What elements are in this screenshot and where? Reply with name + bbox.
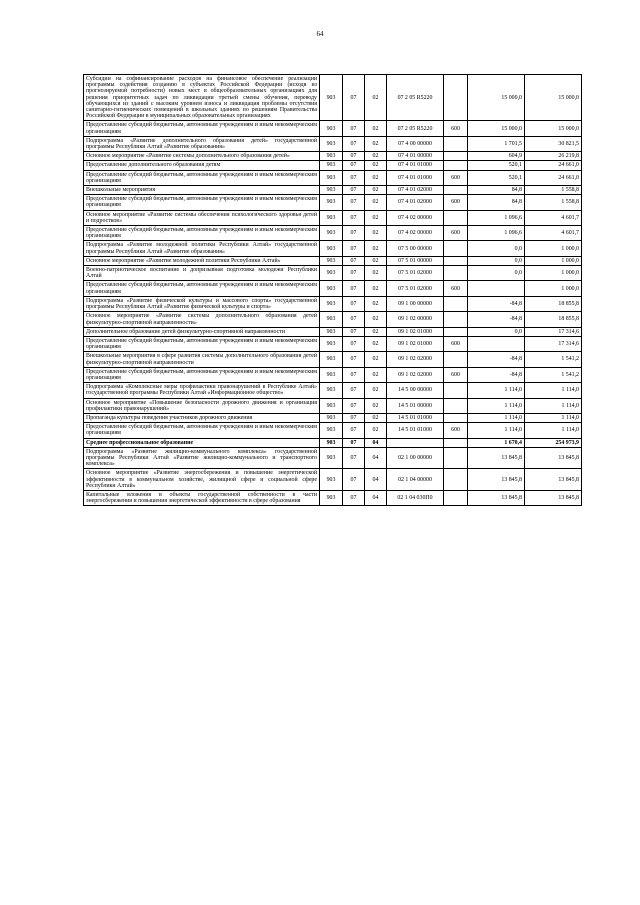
expense-type-cell: 600: [444, 170, 468, 185]
subsection-code-cell: 02: [365, 170, 387, 185]
subsection-code-cell: 02: [365, 161, 387, 170]
amount-total-cell: 1 000,0: [525, 281, 582, 296]
target-article-cell: 09 1 02 02000: [387, 367, 444, 382]
subsection-code-cell: 02: [365, 186, 387, 195]
section-code-cell: 07: [343, 438, 365, 447]
target-article-cell: 14 5 01 00000: [387, 398, 444, 413]
section-code-cell: 07: [343, 327, 365, 336]
table-row: [84, 438, 582, 447]
ministry-code-cell: 903: [320, 75, 343, 121]
amount-change-cell: -84,8: [468, 296, 525, 311]
section-code-cell: 07: [343, 170, 365, 185]
ministry-code-cell: 903: [320, 447, 343, 469]
ministry-code-cell: 903: [320, 121, 343, 136]
amount-change-cell: -84,8: [468, 312, 525, 327]
subsection-code-cell: 02: [365, 152, 387, 161]
section-code-cell: 07: [343, 367, 365, 382]
target-article-cell: 02 1 00 00000: [387, 447, 444, 469]
ministry-code-cell: 903: [320, 210, 343, 225]
amount-total-cell: 18 855,8: [525, 312, 582, 327]
target-article-cell: 14 5 01 01000: [387, 413, 444, 422]
subsection-code-cell: 02: [365, 413, 387, 422]
amount-total-cell: 4 601,7: [525, 226, 582, 241]
table-row: [84, 136, 582, 151]
section-code-cell: 07: [343, 152, 365, 161]
ministry-code-cell: 903: [320, 398, 343, 413]
target-article-cell: 07 2 05 R5220: [387, 121, 444, 136]
amount-total-cell: 15 000,0: [525, 75, 582, 121]
subsection-code-cell: 02: [365, 226, 387, 241]
target-article-cell: 07 4 01 00000: [387, 152, 444, 161]
ministry-code-cell: 903: [320, 266, 343, 281]
expense-type-cell: 600: [444, 367, 468, 382]
target-article-cell: 07 5 01 02000: [387, 281, 444, 296]
expense-type-cell: [444, 383, 468, 398]
row-name-cell: Предоставление субсидий бюджетным, автономным учреждениям и иным некоммерческим организациям: [84, 195, 320, 210]
table-row: [84, 336, 582, 351]
table-row: [84, 186, 582, 195]
target-article-cell: 07 5 00 00000: [387, 241, 444, 256]
row-name-cell: Подпрограмма «Развитие молодежной политики Республики Алтай» государственной программы Республики Алтай «Развитие образования»: [84, 241, 320, 256]
amount-change-cell: 15 000,0: [468, 121, 525, 136]
amount-total-cell: 15 000,0: [525, 121, 582, 136]
table-row: [84, 447, 582, 469]
table-row: [84, 170, 582, 185]
subsection-code-cell: 04: [365, 469, 387, 491]
expense-type-cell: 600: [444, 423, 468, 438]
subsection-code-cell: 04: [365, 447, 387, 469]
ministry-code-cell: 903: [320, 438, 343, 447]
amount-change-cell: 1 114,0: [468, 423, 525, 438]
table-row: [84, 383, 582, 398]
subsection-code-cell: 02: [365, 423, 387, 438]
subsection-code-cell: 02: [365, 312, 387, 327]
section-code-cell: 07: [343, 241, 365, 256]
amount-change-cell: 84,8: [468, 195, 525, 210]
section-code-cell: 07: [343, 136, 365, 151]
section-code-cell: 07: [343, 266, 365, 281]
table-row: [84, 469, 582, 491]
ministry-code-cell: 903: [320, 423, 343, 438]
amount-change-cell: [468, 336, 525, 351]
target-article-cell: 09 1 00 00000: [387, 296, 444, 311]
subsection-code-cell: 02: [365, 383, 387, 398]
table-row: [84, 423, 582, 438]
amount-total-cell: 13 845,8: [525, 447, 582, 469]
page-number: 64: [316, 30, 324, 38]
table-row: [84, 195, 582, 210]
ministry-code-cell: 903: [320, 469, 343, 491]
section-code-cell: 07: [343, 210, 365, 225]
expense-type-cell: [444, 136, 468, 151]
row-name-cell: Субсидии на софинансирование расходов на финансовое обеспечение реализации программы содействия созданию в субъектах Российской Федерации (исходя из прогнозируемой потребности) новых мест в общеобразовательных организациях для решения приоритетных задач по ликвидации третьей смены обучения, переводу обучающихся из зданий с высоким уровнем износа и ликвидация проблемы отсутствия санитарно-гигиенических помещений в школьных зданиях по решениям Правительства Российской Федерации в муниципальных образовательных организациях: [84, 75, 320, 121]
amount-change-cell: -84,8: [468, 367, 525, 382]
amount-total-cell: 1 541,2: [525, 352, 582, 367]
expense-type-cell: [444, 210, 468, 225]
section-code-cell: 07: [343, 423, 365, 438]
expense-type-cell: [444, 241, 468, 256]
table-row: [84, 398, 582, 413]
section-code-cell: 07: [343, 226, 365, 241]
section-code-cell: 07: [343, 336, 365, 351]
subsection-code-cell: 04: [365, 490, 387, 505]
amount-total-cell: 4 601,7: [525, 210, 582, 225]
target-article-cell: [387, 438, 444, 447]
target-article-cell: 09 1 02 01000: [387, 327, 444, 336]
expense-type-cell: [444, 447, 468, 469]
target-article-cell: 07 4 01 02000: [387, 186, 444, 195]
table-row: [84, 75, 582, 121]
amount-total-cell: 254 973,9: [525, 438, 582, 447]
expense-type-cell: [444, 186, 468, 195]
expense-type-cell: 600: [444, 281, 468, 296]
expense-type-cell: 600: [444, 336, 468, 351]
row-name-cell: Основное мероприятие «Развитие системы дополнительного образования детей физкультурно-спортивной направленности»: [84, 312, 320, 327]
amount-change-cell: 13 845,8: [468, 469, 525, 491]
amount-change-cell: [468, 281, 525, 296]
expense-type-cell: [444, 469, 468, 491]
ministry-code-cell: 903: [320, 136, 343, 151]
amount-total-cell: 30 821,5: [525, 136, 582, 151]
amount-change-cell: 0,0: [468, 241, 525, 256]
ministry-code-cell: 903: [320, 226, 343, 241]
expense-type-cell: [444, 352, 468, 367]
section-code-cell: 07: [343, 398, 365, 413]
expense-type-cell: [444, 413, 468, 422]
target-article-cell: 09 1 02 01000: [387, 336, 444, 351]
ministry-code-cell: 903: [320, 195, 343, 210]
budget-table: [83, 74, 582, 506]
row-name-cell: Основное мероприятие «Развитие системы дополнительного образования детей»: [84, 152, 320, 161]
row-name-cell: Основное мероприятие «Развитие молодежной политики Республики Алтай»: [84, 256, 320, 265]
amount-total-cell: 1 558,8: [525, 195, 582, 210]
ministry-code-cell: 903: [320, 170, 343, 185]
expense-type-cell: [444, 75, 468, 121]
table-row: [84, 312, 582, 327]
subsection-code-cell: 02: [365, 352, 387, 367]
ministry-code-cell: 903: [320, 336, 343, 351]
section-code-cell: 07: [343, 186, 365, 195]
amount-change-cell: 1 114,0: [468, 398, 525, 413]
table-row: [84, 210, 582, 225]
table-row: [84, 413, 582, 422]
row-name-cell: Военно-патриотическое воспитание и допризывная подготовка молодежи Республики Алтай: [84, 266, 320, 281]
amount-change-cell: 0,0: [468, 327, 525, 336]
section-code-cell: 07: [343, 161, 365, 170]
row-name-cell: Предоставление субсидий бюджетным, автономным учреждениям и иным некоммерческим организациям: [84, 121, 320, 136]
row-name-cell: Основное мероприятие «Повышение безопасности дорожного движения и организация профилактики правонарушений»: [84, 398, 320, 413]
subsection-code-cell: 02: [365, 327, 387, 336]
ministry-code-cell: 903: [320, 367, 343, 382]
ministry-code-cell: 903: [320, 161, 343, 170]
amount-change-cell: 604,9: [468, 152, 525, 161]
amount-total-cell: 17 314,6: [525, 336, 582, 351]
subsection-code-cell: 02: [365, 121, 387, 136]
table-row: [84, 281, 582, 296]
expense-type-cell: [444, 152, 468, 161]
subsection-code-cell: 02: [365, 256, 387, 265]
amount-total-cell: 1 000,0: [525, 256, 582, 265]
row-name-cell: Основное мероприятие «Развитие системы обеспечения психологического здоровья детей и подростков»: [84, 210, 320, 225]
section-code-cell: 07: [343, 312, 365, 327]
amount-total-cell: 1 114,0: [525, 423, 582, 438]
target-article-cell: 07 4 02 00000: [387, 226, 444, 241]
target-article-cell: 09 1 02 00000: [387, 312, 444, 327]
target-article-cell: 07 5 01 00000: [387, 256, 444, 265]
amount-change-cell: 0,0: [468, 256, 525, 265]
target-article-cell: 07 4 02 00000: [387, 210, 444, 225]
amount-total-cell: 13 845,8: [525, 490, 582, 505]
amount-total-cell: 13 845,8: [525, 469, 582, 491]
target-article-cell: 07 4 01 01000: [387, 161, 444, 170]
target-article-cell: 14 5 00 00000: [387, 383, 444, 398]
table-row: [84, 152, 582, 161]
subsection-code-cell: 02: [365, 296, 387, 311]
section-code-cell: 07: [343, 75, 365, 121]
ministry-code-cell: 903: [320, 383, 343, 398]
amount-change-cell: 1 096,6: [468, 210, 525, 225]
row-name-cell: Дополнительное образование детей физкультурно-спортивной направленности: [84, 327, 320, 336]
amount-total-cell: 1 000,0: [525, 266, 582, 281]
amount-change-cell: -84,8: [468, 352, 525, 367]
section-code-cell: 07: [343, 281, 365, 296]
row-name-cell: Внешкольные мероприятия в сфере развития системы дополнительного образования детей физкультурно-спортивной направленности: [84, 352, 320, 367]
table-row: [84, 266, 582, 281]
section-code-cell: 07: [343, 383, 365, 398]
amount-total-cell: 17 314,6: [525, 327, 582, 336]
row-name-cell: Предоставление субсидий бюджетным, автономным учреждениям и иным некоммерческим организациям: [84, 423, 320, 438]
ministry-code-cell: 903: [320, 352, 343, 367]
amount-change-cell: 1 114,0: [468, 413, 525, 422]
ministry-code-cell: 903: [320, 186, 343, 195]
table-row: [84, 256, 582, 265]
amount-total-cell: 1 114,0: [525, 383, 582, 398]
subsection-code-cell: 02: [365, 266, 387, 281]
section-code-cell: 07: [343, 490, 365, 505]
subsection-code-cell: 02: [365, 210, 387, 225]
row-name-cell: Основное мероприятие «Развитие энергосбережения и повышение энергетической эффективности в коммунальном хозяйстве, жилищной сфере и социальной сфере Республики Алтай»: [84, 469, 320, 491]
table-row: [84, 352, 582, 367]
row-name-cell: Пропаганда культуры поведения участников дорожного движения: [84, 413, 320, 422]
ministry-code-cell: 903: [320, 256, 343, 265]
table-row: [84, 226, 582, 241]
subsection-code-cell: 02: [365, 367, 387, 382]
target-article-cell: 02 1 04 00000: [387, 469, 444, 491]
ministry-code-cell: 903: [320, 152, 343, 161]
row-name-cell: Капитальные вложения в объекты государственной собственности в части энергосбережения и повышения энергетической эффективности в сфере образования: [84, 490, 320, 505]
target-article-cell: 07 4 00 00000: [387, 136, 444, 151]
section-code-cell: 07: [343, 413, 365, 422]
row-name-cell: Предоставление дополнительного образования детям: [84, 161, 320, 170]
amount-total-cell: 24 661,0: [525, 161, 582, 170]
ministry-code-cell: 903: [320, 327, 343, 336]
amount-change-cell: 13 845,8: [468, 447, 525, 469]
amount-total-cell: 26 219,8: [525, 152, 582, 161]
amount-total-cell: 1 558,8: [525, 186, 582, 195]
expense-type-cell: [444, 490, 468, 505]
amount-total-cell: 1 541,2: [525, 367, 582, 382]
row-name-cell: Предоставление субсидий бюджетным, автономным учреждениям и иным некоммерческим организациям: [84, 281, 320, 296]
section-code-cell: 07: [343, 195, 365, 210]
amount-change-cell: 520,1: [468, 161, 525, 170]
subsection-code-cell: 02: [365, 336, 387, 351]
table-row: [84, 327, 582, 336]
row-name-cell: Подпрограмма «Комплексные меры профилактики правонарушений в Республике Алтай» государственной программы Республики Алтай «Информационное общество»: [84, 383, 320, 398]
expense-type-cell: 600: [444, 195, 468, 210]
table-row: [84, 490, 582, 505]
amount-total-cell: 1 000,0: [525, 241, 582, 256]
ministry-code-cell: 903: [320, 296, 343, 311]
amount-change-cell: 15 000,0: [468, 75, 525, 121]
budget-table-body: [84, 75, 582, 506]
row-name-cell: Предоставление субсидий бюджетным, автономным учреждениям и иным некоммерческим организациям: [84, 336, 320, 351]
subsection-code-cell: 02: [365, 398, 387, 413]
ministry-code-cell: 903: [320, 490, 343, 505]
amount-change-cell: 520,1: [468, 170, 525, 185]
amount-change-cell: 84,8: [468, 186, 525, 195]
ministry-code-cell: 903: [320, 413, 343, 422]
row-name-cell: Предоставление субсидий бюджетным, автономным учреждениям и иным некоммерческим организациям: [84, 170, 320, 185]
subsection-code-cell: 02: [365, 241, 387, 256]
expense-type-cell: [444, 327, 468, 336]
amount-total-cell: 18 855,8: [525, 296, 582, 311]
section-code-cell: 07: [343, 469, 365, 491]
table-row: [84, 296, 582, 311]
amount-change-cell: 1 096,6: [468, 226, 525, 241]
table-row: [84, 161, 582, 170]
expense-type-cell: [444, 398, 468, 413]
amount-change-cell: 1 670,4: [468, 438, 525, 447]
amount-change-cell: 1 701,5: [468, 136, 525, 151]
section-code-cell: 07: [343, 121, 365, 136]
expense-type-cell: 600: [444, 121, 468, 136]
target-article-cell: 07 5 01 02000: [387, 266, 444, 281]
expense-type-cell: [444, 296, 468, 311]
row-name-cell: Подпрограмма «Развитие дополнительного образования детей» государственной программы Республики Алтай «Развитие образования»: [84, 136, 320, 151]
row-name-cell: Подпрограмма «Развитие жилищно-коммунального комплекса» государственной программы Республики Алтай «Развитие жилищно-коммунального и транспортного комплекса»: [84, 447, 320, 469]
amount-change-cell: 0,0: [468, 266, 525, 281]
expense-type-cell: [444, 312, 468, 327]
subsection-code-cell: 04: [365, 438, 387, 447]
target-article-cell: 09 1 02 02000: [387, 352, 444, 367]
section-code-cell: 07: [343, 256, 365, 265]
target-article-cell: 07 4 01 01000: [387, 170, 444, 185]
expense-type-cell: [444, 256, 468, 265]
amount-total-cell: 1 114,0: [525, 398, 582, 413]
amount-change-cell: 1 114,0: [468, 383, 525, 398]
row-name-cell: Внешкольные мероприятия: [84, 186, 320, 195]
section-code-cell: 07: [343, 352, 365, 367]
section-code-cell: 07: [343, 296, 365, 311]
row-name-cell: Предоставление субсидий бюджетным, автономным учреждениям и иным некоммерческим организациям: [84, 367, 320, 382]
row-name-cell: Подпрограмма «Развитие физической культуры и массового спорта» государственной программы Республики Алтай «Развитие физической культуры и спорта»: [84, 296, 320, 311]
target-article-cell: 07 2 05 R5220: [387, 75, 444, 121]
row-name-cell: Среднее профессиональное образование: [84, 438, 320, 447]
expense-type-cell: [444, 266, 468, 281]
ministry-code-cell: 903: [320, 241, 343, 256]
subsection-code-cell: 02: [365, 195, 387, 210]
amount-change-cell: 13 845,8: [468, 490, 525, 505]
expense-type-cell: [444, 438, 468, 447]
amount-total-cell: 24 661,0: [525, 170, 582, 185]
table-row: [84, 121, 582, 136]
subsection-code-cell: 02: [365, 136, 387, 151]
table-row: [84, 367, 582, 382]
table-row: [84, 241, 582, 256]
subsection-code-cell: 02: [365, 75, 387, 121]
target-article-cell: 07 4 01 02000: [387, 195, 444, 210]
target-article-cell: 14 5 01 01000: [387, 423, 444, 438]
ministry-code-cell: 903: [320, 312, 343, 327]
ministry-code-cell: 903: [320, 281, 343, 296]
subsection-code-cell: 02: [365, 281, 387, 296]
expense-type-cell: [444, 161, 468, 170]
expense-type-cell: 600: [444, 226, 468, 241]
target-article-cell: 02 1 04 030П0: [387, 490, 444, 505]
section-code-cell: 07: [343, 447, 365, 469]
amount-total-cell: 1 114,0: [525, 413, 582, 422]
row-name-cell: Предоставление субсидий бюджетным, автономным учреждениям и иным некоммерческим организациям: [84, 226, 320, 241]
